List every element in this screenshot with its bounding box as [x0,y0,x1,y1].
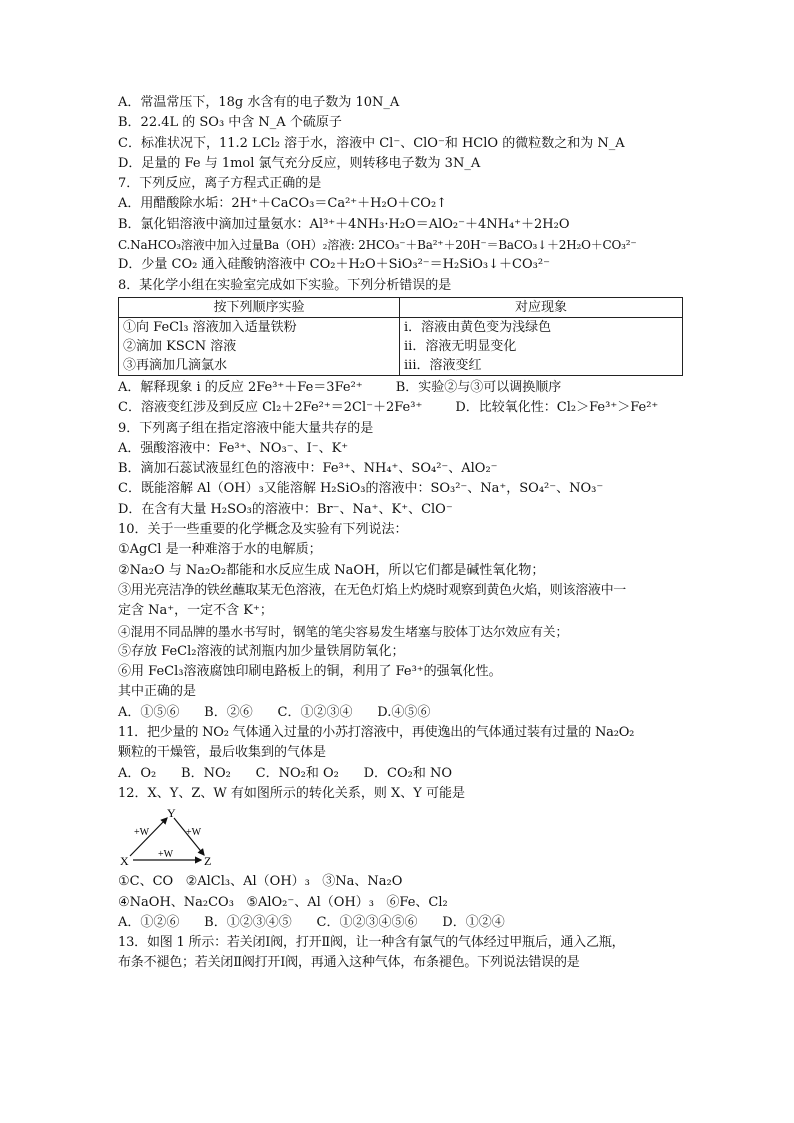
node-z: Z [204,854,212,869]
conversion-diagram [118,808,688,870]
text-line: 定含 Na⁺，一定不含 K⁺； [118,603,273,619]
question-9 [118,419,688,520]
text-line: C．标准状况下，11.2 LCl₂ 溶于水，溶液中 Cl⁻、ClO⁻和 HClO 的微粒数之和为 N_A [118,135,625,151]
text-line: 其中正确的是 [118,684,197,700]
text-line: A．用醋酸除水垢：2H⁺＋CaCO₃＝Ca²⁺＋H₂O＋CO₂↑ [118,196,448,212]
table-cell: iii．溶液变红 [400,356,683,376]
text-line: C．既能溶解 Al（OH）₃又能溶解 H₂SiO₃的溶液中：SO₃²⁻、Na⁺，SO₄²⁻、NO₃⁻ [118,481,604,497]
text-line: A．O₂ B．NO₂ C．NO₂和 O₂ D．CO₂和 NO [118,765,453,781]
question-stem: 9．下列离子组在指定溶液中能大量共存的是 [118,420,374,436]
text-line: D．足量的 Fe 与 1mol 氯气充分反应，则转移电子数为 3N_A [118,155,481,171]
question-8 [118,276,688,419]
text-line: 布条不褪色；若关闭Ⅱ阀打开Ⅰ阀，再通入这种气体，布条褪色。下列说法错误的是 [118,955,580,971]
text-line: ④混用不同品牌的墨水书写时，钢笔的笔尖容易发生堵塞与胶体丁达尔效应有关； [118,623,569,639]
table-cell: i．溶液由黄色变为浅绿色 [400,317,683,337]
question-stem: 7．下列反应，离子方程式正确的是 [118,176,322,192]
text-line: D．少量 CO₂ 通入硅酸钠溶液中 CO₂＋H₂O＋SiO₃²⁻＝H₂SiO₃↓＋CO₃²⁻ [118,257,550,273]
question-12 [118,784,688,933]
table-cell: ii．溶液无明显变化 [400,337,683,356]
table-header: 对应现象 [400,297,683,317]
text-line: ②Na₂O 与 Na₂O₂都能和水反应生成 NaOH，所以它们都是碱性氧化物； [118,562,545,578]
question-stem: 13．如图 1 所示：若关闭Ⅰ阀，打开Ⅱ阀，让一种含有氯气的气体经过甲瓶后，通入乙瓶， [118,935,625,951]
text-line: B．22.4L 的 SO₃ 中含 N_A 个硫原子 [118,115,342,131]
node-y: Y [167,808,176,821]
text-line: C．溶液变红涉及到反应 Cl₂＋2Fe²⁺＝2Cl⁻＋2Fe³⁺ D．比较氧化性：Cl₂＞Fe³⁺＞Fe²⁺ [118,400,659,416]
text-line: B．氯化铝溶液中滴加过量氨水：Al³⁺＋4NH₃·H₂O＝AlO₂⁻＋4NH₄⁺＋2H₂O [118,216,570,232]
question-stem: 11．把少量的 NO₂ 气体通入过量的小苏打溶液中，再使逸出的气体通过装有过量的 Na₂O₂ [118,725,635,741]
table-header-row [119,297,683,317]
text-line: ③用光亮洁净的铁丝蘸取某无色溶液，在无色灯焰上灼烧时观察到黄色火焰，则该溶液中一 [118,582,627,598]
question-6-options [118,93,688,174]
text-line: D．在含有大量 H₂SO₃的溶液中：Br⁻、Na⁺、K⁺、ClO⁻ [118,501,453,517]
experiment-table [118,297,683,376]
text-line: C.NaHCO₃溶液中加入过量Ba（OH）₂溶液: 2HCO₃⁻＋Ba²⁺＋20H⁻＝BaCO₃↓＋2H₂O＋CO₃²⁻ [118,238,637,253]
table-cell: ②滴加 KSCN 溶液 [119,337,400,356]
question-10 [118,520,688,723]
text-line: ⑥用 FeCl₃溶液腐蚀印刷电路板上的铜，利用了 Fe³⁺的强氧化性。 [118,664,502,680]
text-line: ①AgCl 是一种难溶于水的电解质； [118,542,322,558]
table-header: 按下列顺序实验 [119,297,400,317]
exam-page [118,93,688,974]
triangle-diagram [118,808,228,870]
table-row [119,356,683,376]
table-cell: ③再滴加几滴氯水 [119,356,400,376]
text-line: A．解释现象 i 的反应 2Fe³⁺＋Fe＝3Fe²⁺ B．实验②与③可以调换顺序 [118,379,562,395]
edge-label-xy: +W [134,827,150,839]
text-line: A．①②⑥ B．①②③④⑤ C．①②③④⑤⑥ D．①②④ [118,914,505,930]
question-stem: 8．某化学小组在实验室完成如下实验。下列分析错误的是 [118,277,452,293]
edge-label-yz: +W [186,827,202,839]
question-stem: 10．关于一些重要的化学概念及实验有下列说法： [118,522,408,538]
text-line: B．滴加石蕊试液显红色的溶液中：Fe³⁺、NH₄⁺、SO₄²⁻、AlO₂⁻ [118,461,498,477]
text-line: 颗粒的干燥管，最后收集到的气体是 [118,745,327,761]
question-13 [118,933,688,974]
question-stem: 12．X、Y、Z、W 有如图所示的转化关系，则 X、Y 可能是 [118,785,466,801]
text-line: A．①⑤⑥ B．②⑥ C．①②③④ D.④⑤⑥ [118,704,431,720]
text-line: ⑤存放 FeCl₂溶液的试剂瓶内加少量铁屑防氧化； [118,643,405,659]
node-x: X [120,854,129,869]
text-line: ①C、CO ②AlCl₃、Al（OH）₃ ③Na、Na₂O [118,874,403,890]
table-row [119,317,683,337]
text-line: A．强酸溶液中：Fe³⁺、NO₃⁻、I⁻、K⁺ [118,440,349,456]
text-line: ④NaOH、Na₂CO₃ ⑤AlO₂⁻、Al（OH）₃ ⑥Fe、Cl₂ [118,894,448,910]
text-line: A．常温常压下，18g 水含有的电子数为 10N_A [118,95,400,110]
table-row [119,337,683,356]
question-7 [118,174,688,275]
edge-label-xz: +W [158,849,174,861]
question-11 [118,723,688,784]
table-cell: ①向 FeCl₃ 溶液加入适量铁粉 [119,317,400,337]
